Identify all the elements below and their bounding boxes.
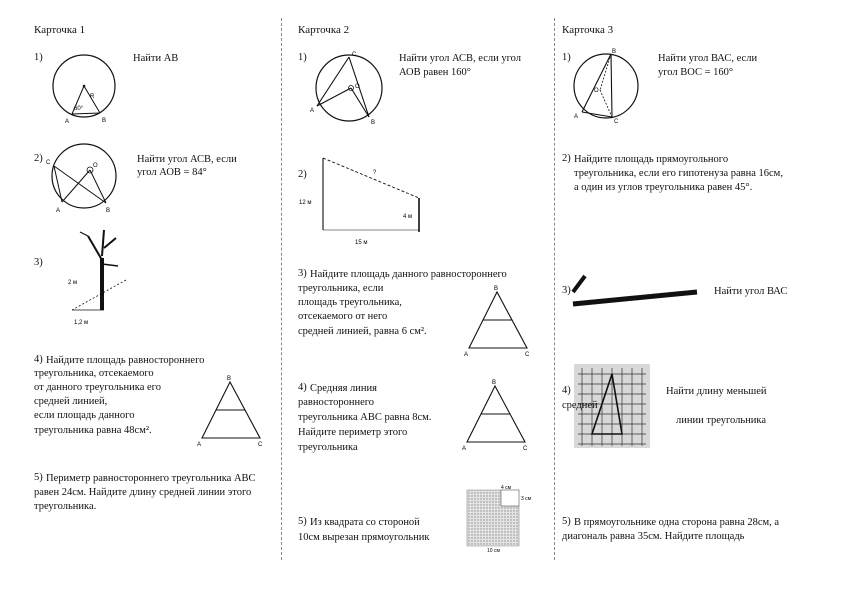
vertex-label: А [310, 108, 315, 114]
problem-text: средней линией, равна 6 см². [298, 326, 427, 337]
vertex-label: В [494, 286, 499, 292]
problem-number: 5) [298, 516, 307, 527]
problem-number: 3) [298, 268, 307, 279]
problem-text: треугольника [298, 442, 358, 453]
problem-text: диагональ равна 35см. Найдите площадь [562, 531, 745, 542]
problem-number: 5) [562, 516, 571, 527]
vertex-label: С [352, 52, 357, 58]
problem-number: 2) [34, 153, 43, 164]
vertex-label: С [258, 442, 263, 448]
problem-text: отсекаемого от него [298, 311, 388, 322]
card-title: Карточка 2 [298, 24, 350, 36]
cut-square-figure [465, 486, 535, 552]
vertex-label: В [102, 118, 107, 124]
problem-text: Периметр равностороннего треугольника АВС [46, 473, 256, 484]
problem-number: 4) [34, 354, 43, 365]
card-1 [0, 0, 280, 595]
triangle-midline-figure [196, 374, 268, 450]
problem-text: средней [562, 400, 598, 411]
circle-inscribed-angle-figure [309, 50, 391, 130]
angle-figure [571, 270, 701, 312]
vertex-label: А [462, 446, 467, 452]
height-label: 12 м [299, 200, 312, 206]
problem-number: 3) [34, 257, 43, 268]
problem-text: линии треугольника [676, 415, 766, 426]
dimension-label: 3 см [521, 496, 532, 502]
vertex-label: С [614, 119, 619, 125]
problem-number: 2) [298, 169, 307, 180]
problem-text: треугольника, отсекаемого [34, 368, 154, 379]
vertex-label: С [523, 446, 528, 452]
problem-text: треугольника АВС равна 8см. [298, 412, 432, 423]
vertex-label: В [492, 380, 497, 386]
problem-text: средней линией, [34, 396, 108, 407]
problem-text: треугольника равна 48см². [34, 425, 152, 436]
vertex-label: А [574, 114, 579, 120]
triangle-midline-figure [461, 378, 533, 454]
problem-number: 1) [562, 52, 571, 63]
height-label: 4 м [403, 214, 413, 220]
card-title: Карточка 1 [34, 24, 86, 36]
problem-text: а один из углов треугольника равен 45°. [574, 182, 753, 193]
triangle-midline-figure [463, 284, 535, 360]
vertex-label: В [612, 49, 617, 55]
problem-text: Из квадрата со стороной [310, 517, 420, 528]
problem-number: 5) [34, 472, 43, 483]
vertex-label: В [227, 376, 232, 382]
card-3 [554, 0, 842, 595]
problem-text: 10см вырезан прямоугольник [298, 532, 430, 543]
card-2 [281, 0, 553, 595]
problem-number: 4) [298, 382, 307, 393]
two-poles-figure [299, 152, 425, 248]
center-label: О [93, 163, 98, 169]
problem-text: Найдите площадь прямоугольного [574, 154, 729, 165]
problem-text: Найдите площадь данного равностороннего [310, 269, 507, 280]
angle-label: 60° [74, 106, 84, 112]
problem-text: от данного треугольника его [34, 382, 161, 393]
problem-text: угол ВОС = 160° [658, 67, 734, 78]
distance-label: 15 м [355, 240, 368, 246]
problem-text: Найти угол ВАС, если [658, 53, 758, 64]
problem-number: 1) [34, 52, 43, 63]
radius-label: R [90, 94, 95, 100]
problem-number: 1) [298, 52, 307, 63]
problem-text: Средняя линия [310, 383, 377, 394]
center-label: О [594, 88, 599, 94]
circle-inscribed-angle-figure [570, 46, 646, 126]
problem-text: площадь треугольника, [298, 297, 402, 308]
problem-text: Найти длину меньшей [666, 386, 767, 397]
problem-text: равен 24см. Найдите длину средней линии этого [34, 487, 252, 498]
problem-text: угол АОВ = 84° [137, 167, 207, 178]
problem-text: Найти угол ВАС [714, 286, 788, 297]
problem-text: Найти АВ [133, 53, 179, 64]
problem-text: В прямоугольнике одна сторона равна 28см, а [574, 517, 780, 528]
dimension-label: 10 см [487, 548, 500, 554]
center-label: О [355, 84, 360, 90]
dimension-label: 2 м [68, 280, 78, 286]
circle-chord-figure [44, 140, 124, 216]
problem-text: Найти угол АСВ, если угол [399, 53, 521, 64]
vertex-label: С [525, 352, 530, 358]
problem-number: 3) [562, 285, 571, 296]
vertex-label: В [371, 120, 376, 126]
problem-text: треугольника. [34, 501, 97, 512]
problem-number: 2) [562, 153, 571, 164]
problem-text: треугольника, если [298, 283, 384, 294]
circle-inscribed-angle-figure [46, 50, 122, 126]
vertex-label: А [56, 208, 61, 214]
tree-shadow-figure [60, 226, 140, 338]
problem-text: Найдите периметр этого [298, 427, 408, 438]
vertex-label: А [197, 442, 202, 448]
vertex-label: С [46, 160, 51, 166]
vertex-label: В [106, 208, 111, 214]
problem-text: треугольника, если его гипотенуза равна 16см, [574, 168, 783, 179]
vertex-label: А [65, 119, 70, 125]
problem-text: АОВ равен 160° [399, 67, 471, 78]
dimension-label: 1,2 м [74, 320, 89, 326]
problem-text: равностороннего [298, 397, 375, 408]
dimension-label: 4 см [501, 485, 512, 491]
problem-text: Найти угол АСВ, если [137, 154, 237, 165]
card-title: Карточка 3 [562, 24, 614, 36]
problem-number: 4) [562, 385, 571, 396]
question-label: ? [373, 170, 377, 176]
problem-text: если площадь данного [34, 410, 135, 421]
vertex-label: А [464, 352, 469, 358]
problem-text: Найдите площадь равностороннего [46, 355, 205, 366]
